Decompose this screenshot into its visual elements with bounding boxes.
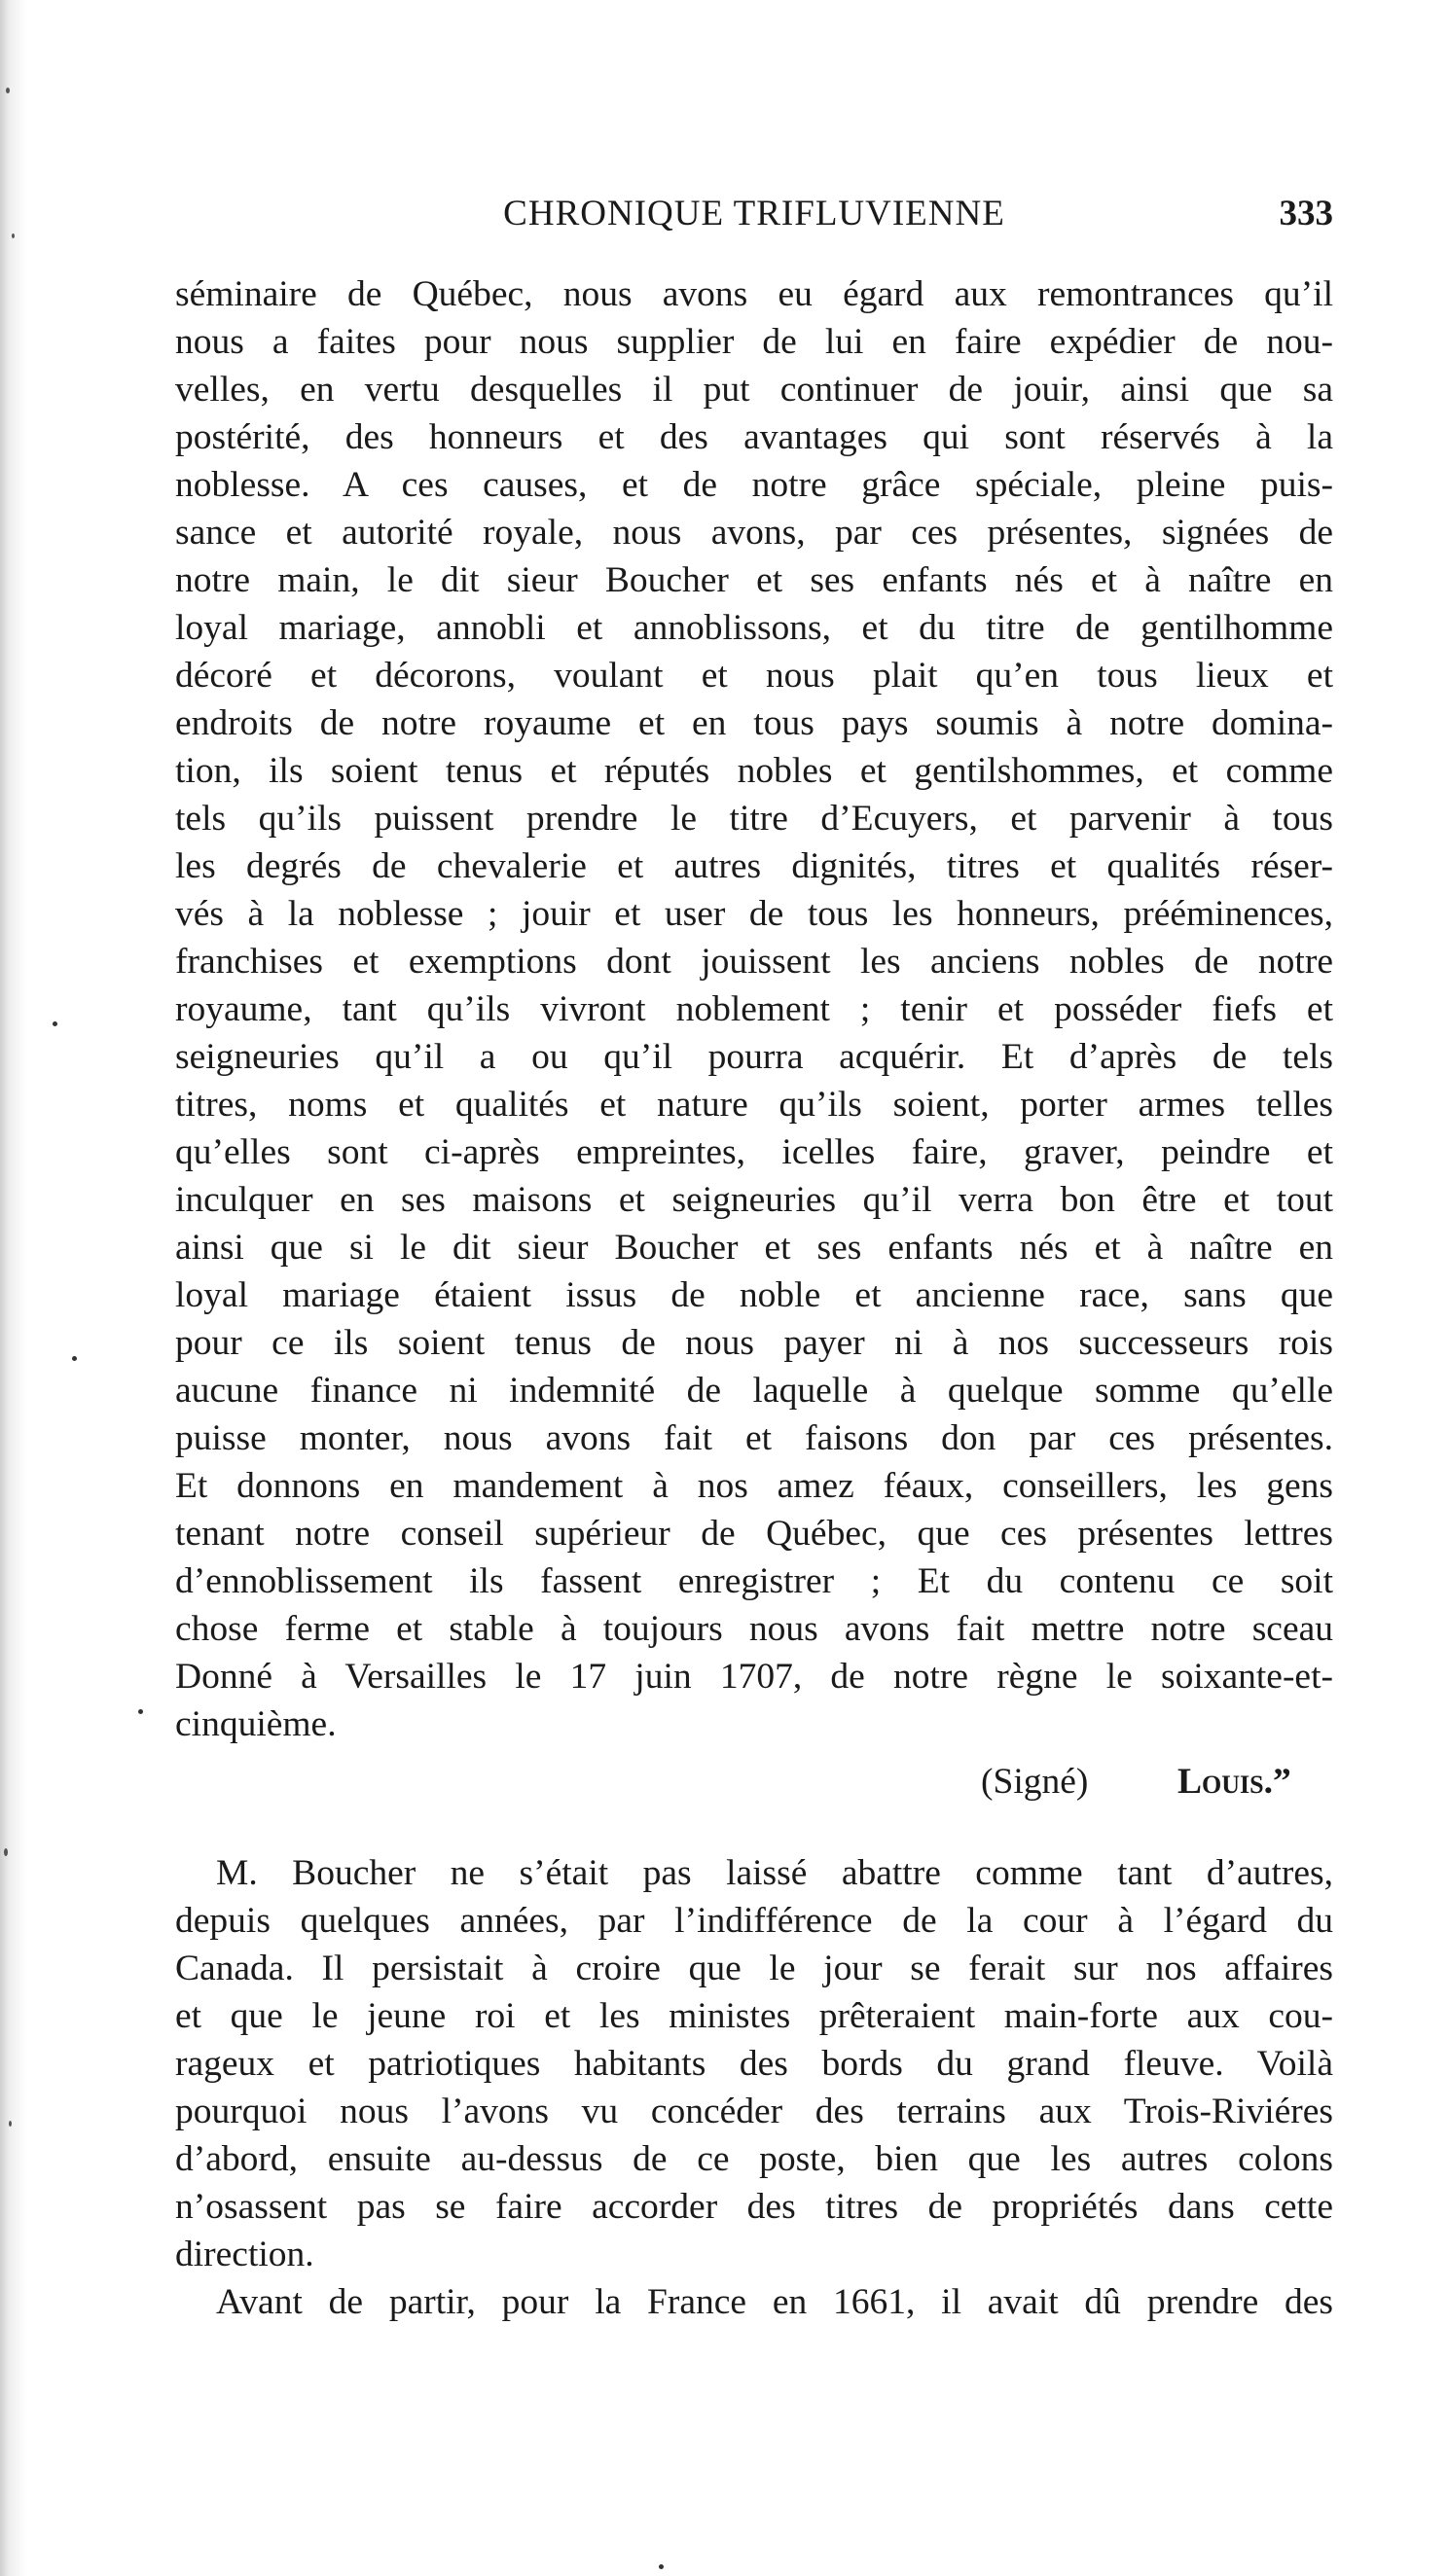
text-line: tels qu’ils puissent prendre le titre d’Ecuyers, et parvenir à tous [175,799,1333,839]
margin-mark [659,2564,664,2569]
text-line: franchises et exemptions dont jouissent les anciens nobles de notre [175,942,1333,982]
text-line: d’abord, ensuite au-dessus de ce poste, bien que les autres colons [175,2139,1333,2179]
body-text [175,270,1333,2326]
text-line: loyal mariage, annobli et annoblissons, et du titre de gentilhomme [175,608,1333,648]
text-line: notre main, le dit sieur Boucher et ses enfants nés et à naître en [175,560,1333,600]
text-line: séminaire de Québec, nous avons eu égard aux remontrances qu’il [175,274,1333,314]
margin-mark [53,1021,57,1026]
text-line: velles, en vertu desquelles il put continuer de jouir, ainsi que sa [175,370,1333,410]
page-number: 333 [1279,194,1333,233]
scan-edge [0,0,29,2576]
margin-mark [138,1709,143,1714]
signed-label: (Signé) [981,1762,1089,1802]
margin-mark [72,1356,77,1361]
text-line: Donné à Versailles le 17 juin 1707, de notre règne le soixante-et- [175,1657,1333,1697]
text-line: qu’elles sont ci-après empreintes, icelles faire, graver, peindre et [175,1132,1333,1172]
text-line: titres, noms et qualités et nature qu’ils soient, porter armes telles [175,1085,1333,1125]
signer-name: Louis.” [1177,1762,1291,1802]
text-line: M. Boucher ne s’était pas laissé abattre comme tant d’autres, [216,1853,1333,1893]
text-line: loyal mariage étaient issus de noble et ancienne race, sans que [175,1275,1333,1315]
scan-speck [9,2121,12,2127]
text-line: Avant de partir, pour la France en 1661, il avait dû prendre des [216,2282,1333,2322]
text-line: endroits de notre royaume et en tous pays soumis à notre domina- [175,703,1333,743]
text-line: puisse monter, nous avons fait et faisons don par ces présentes. [175,1418,1333,1458]
text-line: pourquoi nous l’avons vu concéder des terrains aux Trois-Riviéres [175,2092,1333,2131]
page-header [175,193,1333,241]
text-line: les degrés de chevalerie et autres dignités, titres et qualités réser- [175,846,1333,886]
text-line: royaume, tant qu’ils vivront noblement ; tenir et posséder fiefs et [175,989,1333,1029]
text-line: tenant notre conseil supérieur de Québec, que ces présentes lettres [175,1514,1333,1554]
text-line: vés à la noblesse ; jouir et user de tous les honneurs, prééminences, [175,894,1333,934]
signature-line [175,1758,1333,1806]
paragraph-gap [175,1806,1333,1849]
text-line: décoré et décorons, voulant et nous plait qu’en tous lieux et [175,656,1333,696]
text-line: postérité, des honneurs et des avantages qui sont réservés à la [175,417,1333,457]
scan-speck [6,88,10,93]
text-line: Canada. Il persistait à croire que le jour se ferait sur nos affaires [175,1949,1333,1988]
text-line: pour ce ils soient tenus de nous payer ni à nos successeurs rois [175,1323,1333,1363]
text-line: inculquer en ses maisons et seigneuries qu’il verra bon être et tout [175,1180,1333,1220]
text-line: sance et autorité royale, nous avons, par ces présentes, signées de [175,513,1333,553]
text-line: et que le jeune roi et les ministes prêteraient main-forte aux cou- [175,1996,1333,2036]
text-line: cinquième. [175,1704,337,1744]
text-line: n’osassent pas se faire accorder des titres de propriétés dans cette [175,2187,1333,2227]
scan-speck [4,1848,8,1856]
text-line: Et donnons en mandement à nos amez féaux, conseillers, les gens [175,1466,1333,1506]
text-line: seigneuries qu’il a ou qu’il pourra acquérir. Et d’après de tels [175,1037,1333,1077]
text-line: chose ferme et stable à toujours nous avons fait mettre notre sceau [175,1609,1333,1649]
text-line: depuis quelques années, par l’indifférence de la cour à l’égard du [175,1901,1333,1941]
running-head: CHRONIQUE TRIFLUVIENNE [503,194,1005,233]
text-line: aucune finance ni indemnité de laquelle à quelque somme qu’elle [175,1371,1333,1411]
text-line: rageux et patriotiques habitants des bords du grand fleuve. Voilà [175,2044,1333,2084]
text-line: direction. [175,2235,314,2274]
text-line: nous a faites pour nous supplier de lui en faire expédier de nou- [175,322,1333,362]
text-line: ainsi que si le dit sieur Boucher et ses enfants nés et à naître en [175,1228,1333,1268]
text-line: noblesse. A ces causes, et de notre grâce spéciale, pleine puis- [175,465,1333,505]
text-line: tion, ils soient tenus et réputés nobles et gentilshommes, et comme [175,751,1333,791]
scan-speck [12,233,15,238]
text-line: d’ennoblissement ils fassent enregistrer ; Et du contenu ce soit [175,1561,1333,1601]
